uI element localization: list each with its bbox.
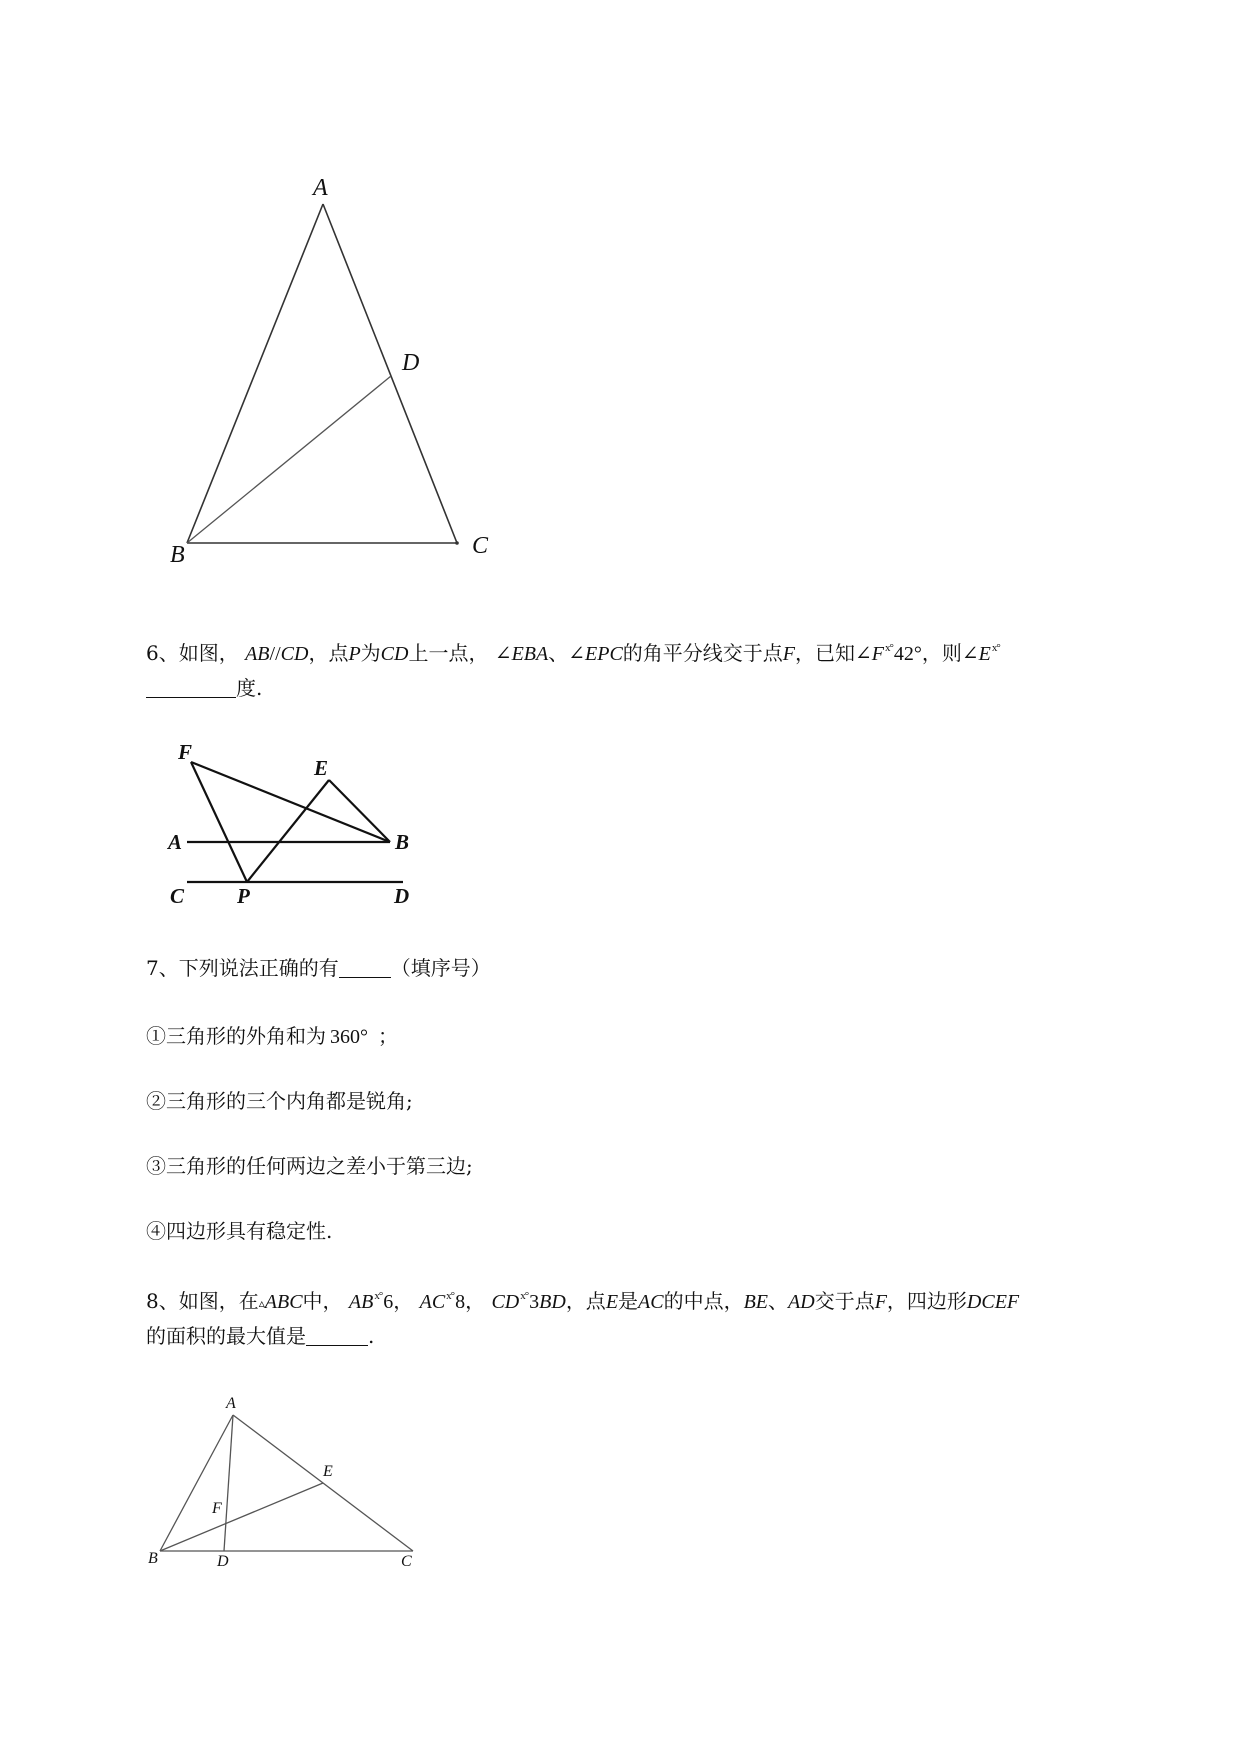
segment-fb <box>191 762 390 842</box>
label-c: C <box>401 1553 412 1570</box>
segment-pe <box>247 780 329 882</box>
figure-2-svg <box>150 738 430 918</box>
q8-line2-text: 的面积的最大值是 <box>146 1324 306 1348</box>
triangle-icon: ▵ <box>258 1296 265 1310</box>
q8-e: E <box>605 1291 619 1313</box>
q6-value: 42° <box>893 643 922 665</box>
question-6-line2 <box>146 672 262 704</box>
figure-triangle-abd <box>150 170 510 570</box>
q6-text: 上一点， <box>408 641 489 665</box>
q8-ac: AC <box>419 1291 446 1313</box>
q8-ab-value: 6 <box>383 1291 394 1313</box>
question-8 <box>146 1280 1019 1319</box>
figure-1-svg <box>150 170 510 570</box>
q7-option-1-value: 360° <box>330 1026 368 1048</box>
figure-triangle-dcef <box>140 1385 440 1585</box>
segment-bd <box>187 376 391 543</box>
label-c: C <box>170 884 185 908</box>
question-7 <box>146 952 491 984</box>
q6-text: ，则 <box>921 641 962 665</box>
q8-ac: AC <box>638 1291 664 1313</box>
q8-text: 、 <box>768 1289 789 1313</box>
q8-comma: ， <box>393 1289 414 1313</box>
segment-ab <box>187 204 323 543</box>
label-e: E <box>323 1463 333 1480</box>
label-d: D <box>402 350 420 376</box>
q8-comma: ， <box>465 1289 486 1313</box>
q8-end: . <box>368 1324 375 1348</box>
q8-be: BE <box>743 1291 769 1313</box>
segment-ac <box>323 204 457 543</box>
q8-ab: AB <box>348 1291 374 1313</box>
q8-cd-factor: 3 <box>529 1291 540 1313</box>
q7-option-1-end: ； <box>378 1024 398 1048</box>
q7-option-3 <box>146 1150 473 1182</box>
q8-glyph: x° <box>520 1290 529 1302</box>
q6-angle-epc: ∠EPC <box>568 643 623 665</box>
q8-text: 的中点， <box>663 1289 744 1313</box>
q7-option-3-text: ③三角形的任何两边之差小于第三边; <box>146 1154 473 1178</box>
q7-option-1 <box>146 1020 398 1053</box>
q7-answer-blank[interactable] <box>339 955 391 978</box>
segment-eb <box>329 780 390 842</box>
label-f: F <box>212 1500 222 1517</box>
q6-p: P <box>348 643 361 665</box>
q6-text: ，点 <box>308 641 349 665</box>
q6-glyph: x° <box>991 642 1000 654</box>
q6-angle-e: ∠E <box>961 643 991 665</box>
label-e: E <box>314 756 329 780</box>
label-b: B <box>170 542 185 568</box>
q8-abc: ABC <box>264 1291 303 1313</box>
q7-option-4-text: ④四边形具有稳定性. <box>146 1219 333 1243</box>
q7-stem-tail: （填序号） <box>390 956 491 980</box>
q6-text: 如图， <box>178 641 239 665</box>
q8-ad: AD <box>788 1291 815 1313</box>
q8-text: 如图，在 <box>178 1289 259 1313</box>
label-d: D <box>394 884 410 908</box>
q8-dcef: DCEF <box>966 1291 1020 1313</box>
q6-parallel: // <box>269 643 281 665</box>
q7-option-1-text: ①三角形的外角和为 <box>146 1024 326 1048</box>
question-8-line2 <box>146 1320 374 1352</box>
q8-text: 是 <box>618 1289 639 1313</box>
label-b: B <box>395 830 410 854</box>
label-a: A <box>168 830 183 854</box>
q8-ac-value: 8 <box>455 1291 466 1313</box>
q8-answer-blank[interactable] <box>306 1323 368 1346</box>
point-c-dot <box>455 541 459 545</box>
q7-option-2-text: ②三角形的三个内角都是锐角; <box>146 1089 413 1113</box>
q8-text: 交于点 <box>814 1289 875 1313</box>
q6-angle-f: ∠F <box>855 643 884 665</box>
figure-3-svg <box>140 1385 440 1585</box>
q6-tail: 度. <box>236 676 263 700</box>
q6-number: 6、 <box>146 641 179 665</box>
q6-cd: CD <box>280 643 309 665</box>
question-6 <box>146 632 1001 670</box>
q6-angle-eba: ∠EBA <box>494 643 549 665</box>
q8-f: F <box>874 1291 887 1313</box>
q8-bd: BD <box>539 1291 566 1313</box>
segment-ad <box>224 1415 233 1551</box>
q6-text: ，已知 <box>795 641 855 665</box>
q6-cd: CD <box>380 643 409 665</box>
q8-cd: CD <box>491 1291 520 1313</box>
label-c: C <box>472 533 489 559</box>
q8-glyph: x° <box>374 1290 383 1302</box>
figure-parallel-lines <box>150 738 430 918</box>
q6-ab: AB <box>245 643 270 665</box>
q7-option-2 <box>146 1085 413 1117</box>
label-f: F <box>178 740 193 764</box>
q6-text: 的角平分线交于点 <box>622 641 783 665</box>
q6-f: F <box>782 643 795 665</box>
label-p: P <box>237 884 250 908</box>
q8-glyph: x° <box>446 1290 455 1302</box>
label-b: B <box>148 1550 158 1567</box>
label-a: A <box>226 1395 236 1412</box>
q8-number: 8、 <box>146 1289 179 1313</box>
q8-text: 中， <box>302 1289 343 1313</box>
q6-text: 为 <box>360 641 381 665</box>
q7-option-4 <box>146 1215 332 1247</box>
q6-text: 、 <box>548 641 569 665</box>
q8-text: ，四边形 <box>886 1289 967 1313</box>
segment-be <box>160 1483 323 1551</box>
label-a: A <box>313 175 328 201</box>
q8-text: ，点 <box>565 1289 606 1313</box>
q6-answer-blank[interactable] <box>146 675 236 698</box>
segment-ab <box>160 1415 233 1551</box>
q6-glyph: x° <box>884 642 893 654</box>
q7-stem: 7、下列说法正确的有 <box>146 956 339 980</box>
label-d: D <box>217 1553 229 1570</box>
